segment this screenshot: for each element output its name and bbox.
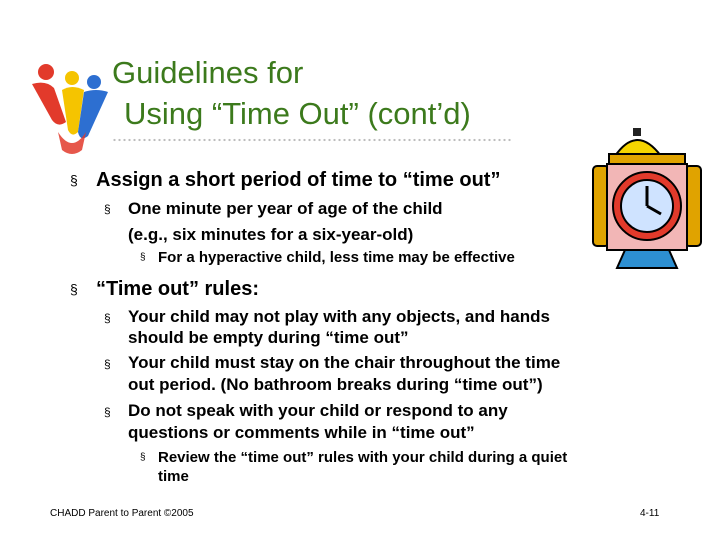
bullet-time-out-rules: “Time out” rules: [96,278,259,300]
bullet-icon: § [104,405,111,419]
bullet-icon: § [140,252,146,263]
bullet-icon: § [140,452,146,463]
sub-bullet-one-minute: One minute per year of age of the child [128,199,443,218]
rule-no-objects: Your child may not play with any objects, and hands [128,307,550,326]
slide-title-line2: Using “Time Out” (cont’d) [124,96,471,131]
sub-sub-bullet-hyperactive: For a hyperactive child, less time may be effective [158,249,515,266]
page-number: 4-11 [640,508,660,519]
rule-do-not-speak: Do not speak with your child or respond to any [128,401,508,420]
sub-bullet-one-minute-cont: (e.g., six minutes for a six-year-old) [128,225,414,244]
sub-sub-bullet-review-rules-cont: time [158,468,189,485]
people-logo-icon [28,62,116,154]
rule-stay-on-chair: Your child must stay on the chair throughout the time [128,353,561,372]
rule-no-objects-cont: should be empty during “time out” [128,328,409,347]
footer-copyright: CHADD Parent to Parent ©2005 [50,508,194,519]
rule-do-not-speak-cont: questions or comments while in “time out” [128,423,475,442]
bullet-icon: § [104,311,111,325]
slide-title-line1: Guidelines for [112,55,304,90]
rule-stay-on-chair-cont: out period. (No bathroom breaks during “time out”) [128,375,543,394]
bullet-icon: § [104,202,111,216]
bullet-icon: § [70,281,78,297]
sub-sub-bullet-review-rules: Review the “time out” rules with your child during a quiet [158,449,568,466]
title-divider [112,138,512,142]
bullet-icon: § [70,172,78,188]
bullet-icon: § [104,357,111,371]
bullet-assign-period: Assign a short period of time to “time out” [96,169,501,191]
alarm-clock-icon [585,122,707,272]
